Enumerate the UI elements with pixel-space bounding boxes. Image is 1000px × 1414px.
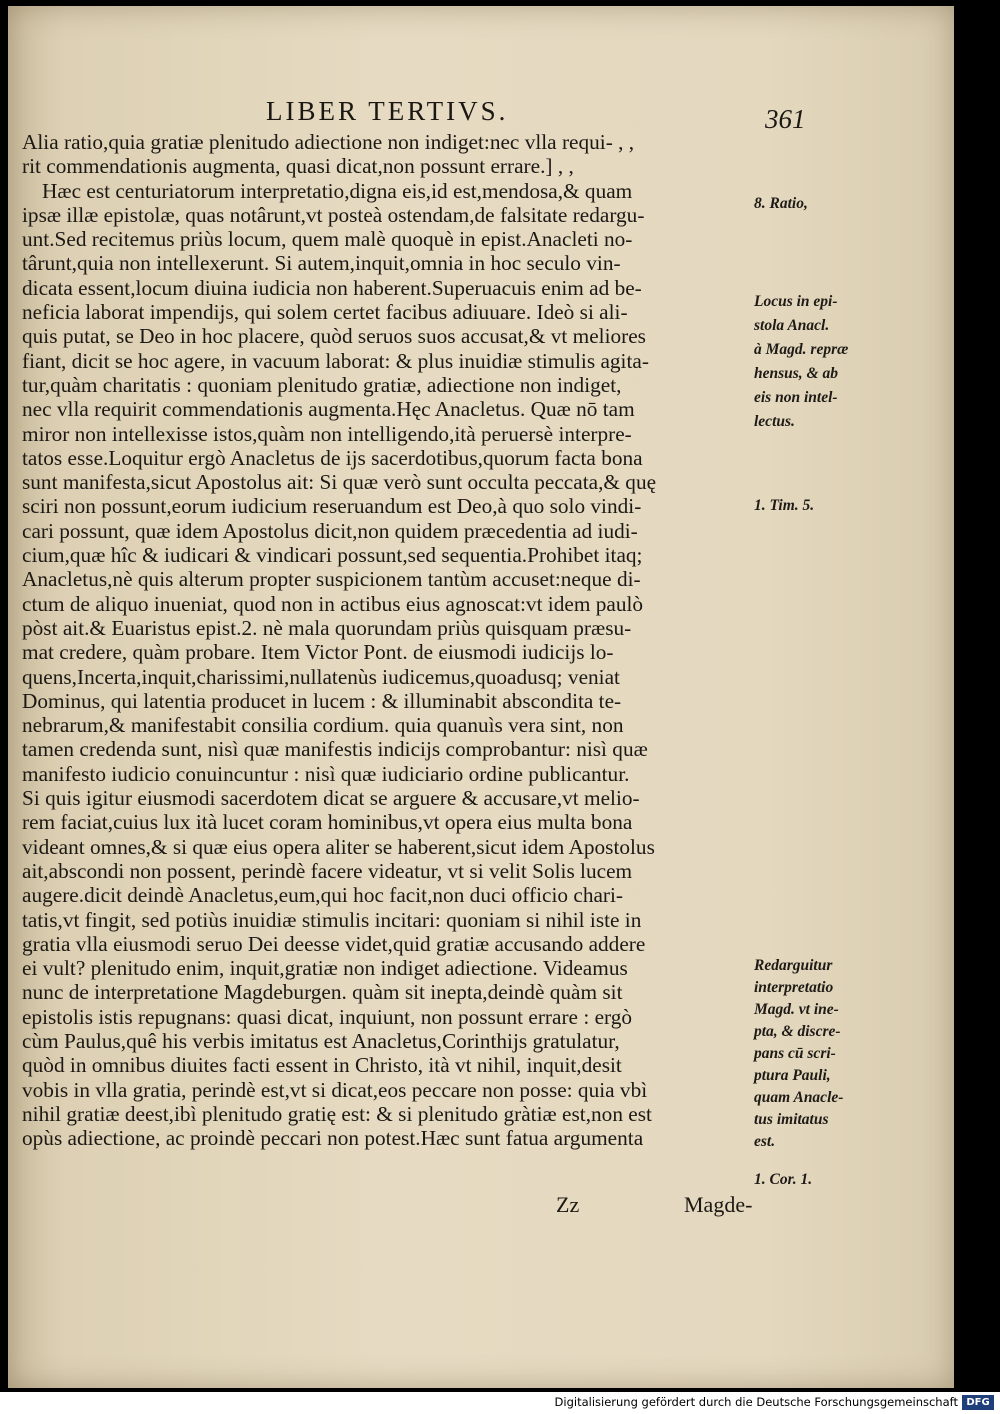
margin-note: ptura Pauli,	[754, 1067, 831, 1084]
text-line: Hæc est centuriatorum interpretatio,digna eis,id est,mendosa,& quam	[42, 178, 633, 203]
margin-note: 1. Tim. 5.	[754, 497, 815, 514]
text-line: nihil gratiæ deest,ibì plenitudo gratię est: & si plenitudo gràtiæ est,non est	[22, 1101, 652, 1126]
text-line: Anacletus,nè quis alterum propter suspicionem tantùm accuset:neque di-	[22, 567, 641, 592]
text-line: tamen credenda sunt, nisì quæ manifestis indicijs comprobantur: nisì quæ	[22, 737, 648, 762]
text-line: quis putat, se Deo in hoc placere, quòd seruos suos accusat,& vt meliores	[22, 324, 646, 349]
text-line: ctum de aliquo inueniat, quod non in actibus eius agnoscat:vt idem paulò	[22, 591, 644, 616]
text-line: ipsæ illæ epistolæ, quas notârunt,vt posteà ostendam,de falsitate redargu-	[22, 202, 645, 227]
text-line: miror non intellexisse istos,quàm non intelligendo,ità peruersè interpre-	[22, 421, 632, 446]
text-line: sunt manifesta,sicut Apostolus ait: Si quæ verò sunt occulta peccata,& quę	[22, 470, 657, 495]
text-line: gratia vlla eiusmodi seruo Dei deesse videt,quid gratiæ accusando addere	[22, 931, 646, 956]
margin-note: Locus in epi-	[754, 293, 838, 310]
margin-note: Magd. vt ine-	[754, 1001, 839, 1018]
text-line: quòd in omnibus diuites facti essent in Christo, ità vt nihil, inquit,desit	[22, 1053, 622, 1078]
text-line: epistolis istis repugnans: quasi dicat, inquiunt, non possunt errare : ergò	[22, 1004, 633, 1029]
text-line: pòst ait.& Euaristus epist.2. nè mala quorundam priùs quisquam præsu-	[22, 615, 632, 640]
margin-note: est.	[754, 1133, 776, 1150]
text-line: Si quis igitur eiusmodi sacerdotem dicat se arguere & accusare,vt melio-	[22, 786, 640, 811]
margin-note: lectus.	[754, 413, 795, 430]
margin-note: eis non intel-	[754, 389, 838, 406]
text-line: tur,quàm charitatis : quoniam plenitudo gratiæ, adiectione non indiget,	[22, 372, 622, 397]
text-line: vobis in vlla gratia, perindè est,vt si dicat,eos peccare non posse: quia vbì	[22, 1077, 648, 1102]
text-line: nec vlla requirit commendationis augmenta.Hęc Anacletus. Quæ nō tam	[22, 397, 635, 422]
text-line: rit commendationis augmenta, quasi dicat,non possunt errare.] , ,	[22, 154, 574, 179]
margin-note: Redarguitur	[754, 957, 833, 974]
margin-note: quam Anacle-	[754, 1089, 844, 1106]
text-line: neficia laborat impendijs, qui solem certet facibus adiuuare. Ideò si ali-	[22, 300, 628, 325]
text-line: nebrarum,& manifestabit consilia cordium. quia quanuìs vera sint, non	[22, 713, 624, 738]
margin-note: hensus, & ab	[754, 365, 838, 382]
credit-bar	[0, 1392, 1000, 1414]
margin-note: 1. Cor. 1.	[754, 1171, 813, 1188]
catchword: Magde-	[684, 1192, 753, 1217]
text-line: cùm Paulus,quê his verbis imitatus est Anacletus,Corinthijs gratulatur,	[22, 1028, 620, 1053]
text-line: augere.dicit deindè Anacletus,eum,qui hoc facit,non duci officio chari-	[22, 883, 624, 908]
text-line: mat credere, quàm probare. Item Victor Pont. de eiusmodi iudicijs lo-	[22, 640, 614, 665]
margin-note: interpretatio	[754, 979, 834, 996]
signature-mark: Zz	[556, 1192, 580, 1217]
page-number: 361	[765, 104, 806, 134]
text-line: unt.Sed recitemus priùs locum, quem malè quoquè in epist.Anacleti no-	[22, 227, 633, 252]
margin-note: stola Anacl.	[754, 317, 830, 334]
dfg-credit-text: Digitalisierung gefördert durch die Deutsche Forschungsgemeinschaft	[554, 1395, 958, 1409]
text-line: nunc de interpretatione Magdeburgen. quàm sit inepta,deindè quàm sit	[22, 980, 623, 1005]
text-line: manifesto iudicio conuincuntur : nisì quæ iudiciario ordine publicantur.	[22, 761, 630, 786]
text-line: quens,Incerta,inquit,charissimi,nullatenùs iudicemus,quoadusq; veniat	[22, 664, 620, 689]
text-line: videant omnes,& si quæ eius opera aliter se haberent,sicut idem Apostolus	[22, 834, 655, 859]
text-line: târunt,quia non intellexerunt. Si autem,inquit,omnia in hoc seculo vin-	[22, 251, 621, 276]
text-line: Alia ratio,quia gratiæ plenitudo adiectione non indiget:nec vlla requi- , ,	[22, 130, 635, 154]
text-line: cium,quæ hîc & iudicari & vindicari possunt,sed sequentia.Prohibet itaq;	[22, 543, 643, 568]
book-page	[8, 6, 954, 1388]
text-line: opùs adiectione, ac proindè peccari non potest.Hæc sunt fatua argumenta	[22, 1126, 644, 1151]
text-line: ait,abscondi non possent, perindè facere videatur, vt si velit Solis lucem	[22, 858, 633, 883]
running-header: LIBER TERTIVS.	[266, 96, 509, 126]
text-line: cari possunt, quæ idem Apostolus dicit,non quidem præcedentia ad iudi-	[22, 518, 638, 543]
text-line: tatis,vt fingit, sed potiùs inuidiæ stimulis incitari: quoniam si nihil iste in	[22, 907, 642, 932]
margin-note: pta, & discre-	[754, 1023, 841, 1040]
text-line: fiant, dicit se hoc agere, in vacuum laborat: & plus inuidiæ stimulis agita-	[22, 348, 649, 373]
text-line: tatos esse.Loquitur ergò Anacletus de ijs sacerdotibus,quorum facta bona	[22, 445, 643, 470]
text-line: ei vult? plenitudo enim, inquit,gratiæ non indiget adiectione. Videamus	[22, 956, 628, 981]
margin-note: tus imitatus	[754, 1111, 829, 1128]
margin-note: 8. Ratio,	[754, 195, 808, 212]
text-line: sciri non possunt,eorum iudicium reseruandum est Deo,à quo solo vindi-	[22, 494, 642, 519]
margin-note: à Magd. repræ	[754, 341, 849, 358]
dfg-logo: DFG	[962, 1395, 994, 1410]
text-line: Dominus, qui latentia producet in lucem : & illuminabit abscondita te-	[22, 688, 622, 713]
text-line: rem faciat,cuius lux ità lucet coram hominibus,vt opera eius multa bona	[22, 810, 633, 835]
text-line: dicata essent,locum diuina iudicia non haberent.Superuacuis enim ad be-	[22, 275, 642, 300]
margin-note: pans cū scri-	[754, 1045, 836, 1062]
body-text	[22, 130, 772, 1150]
